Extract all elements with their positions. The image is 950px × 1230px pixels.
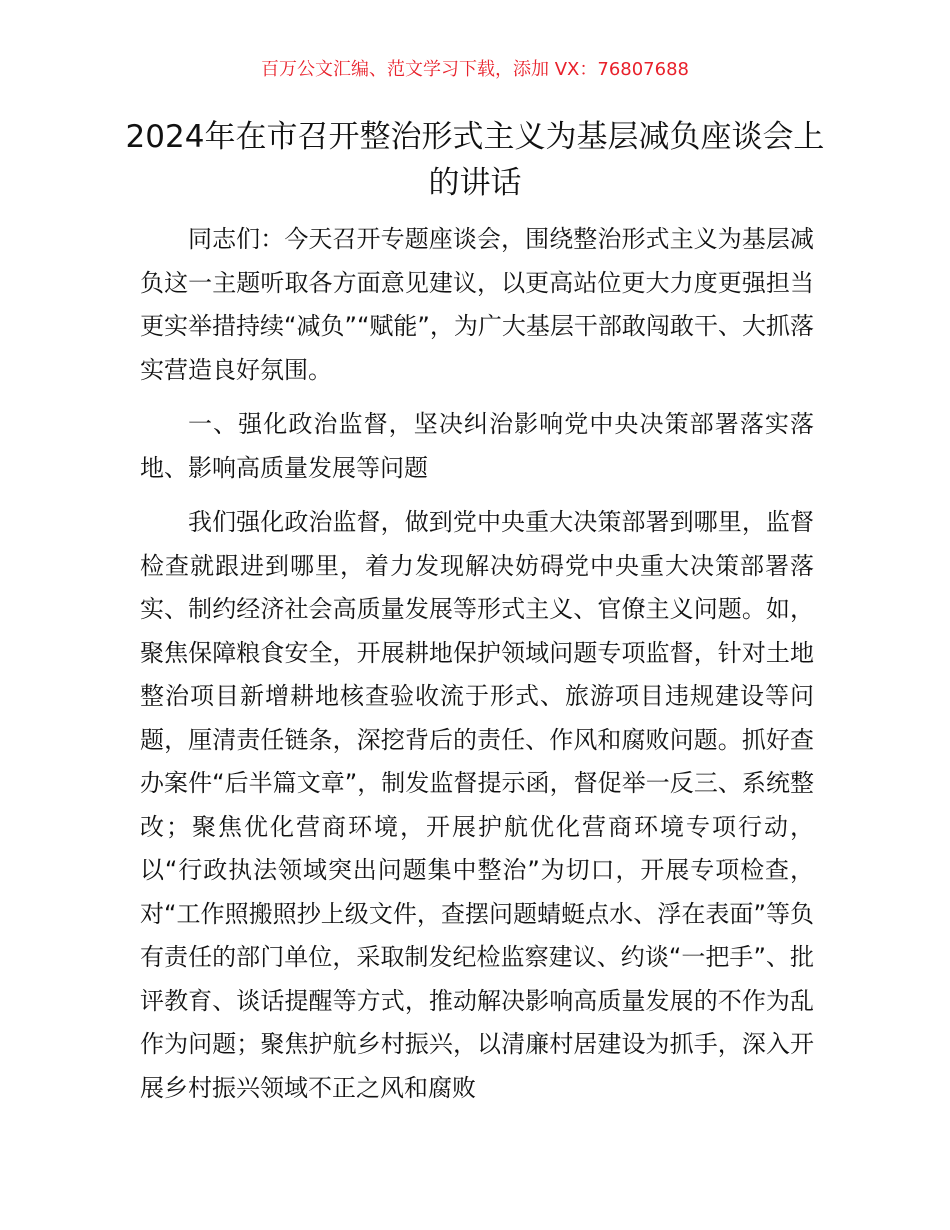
section-heading-1: 一、强化政治监督，坚决纠治影响党中央决策部署落实落地、影响高质量发展等问题: [140, 410, 814, 482]
document-title: 2024年在市召开整治形式主义为基层减负座谈会上的讲话: [125, 119, 825, 201]
paragraph-opening: 同志们：今天召开专题座谈会，围绕整治形式主义为基层减负这一主题听取各方面意见建议，以更高站位更大力度更强担当更实举措持续“减负”“赋能”，为广大基层干部敢闯敢干、大抓落实营造良好氛围。: [140, 225, 814, 384]
watermark-header: 百万公文汇编、范文学习下载，添加 VX：76807688: [261, 59, 689, 80]
document-body: [140, 218, 814, 1110]
paragraph-body: 我们强化政治监督，做到党中央重大决策部署到哪里，监督检查就跟进到哪里，着力发现解决妨碍党中央重大决策部署落实、制约经济社会高质量发展等形式主义、官僚主义问题。如，聚焦保障粮食安全，开展耕地保护领域问题专项监督，针对土地整治项目新增耕地核查验收流于形式、旅游项目违规建设等问题，厘清责任链条，深挖背后的责任、作风和腐败问题。抓好查办案件“后半篇文章”，制发监督提示函，督促举一反三、系统整改；聚焦优化营商环境，开展护航优化营商环境专项行动，以“行政执法领域突出问题集中整治”为切口，开展专项检查，对“工作照搬照抄上级文件，查摆问题蜻蜓点水、浮在表面”等负有责任的部门单位，采取制发纪检监察建议、约谈“一把手”、批评教育、谈话提醒等方式，推动解决影响高质量发展的不作为乱作为问题；聚焦护航乡村振兴，以清廉村居建设为抓手，深入开展乡村振兴领域不正之风和腐败: [140, 508, 814, 1102]
